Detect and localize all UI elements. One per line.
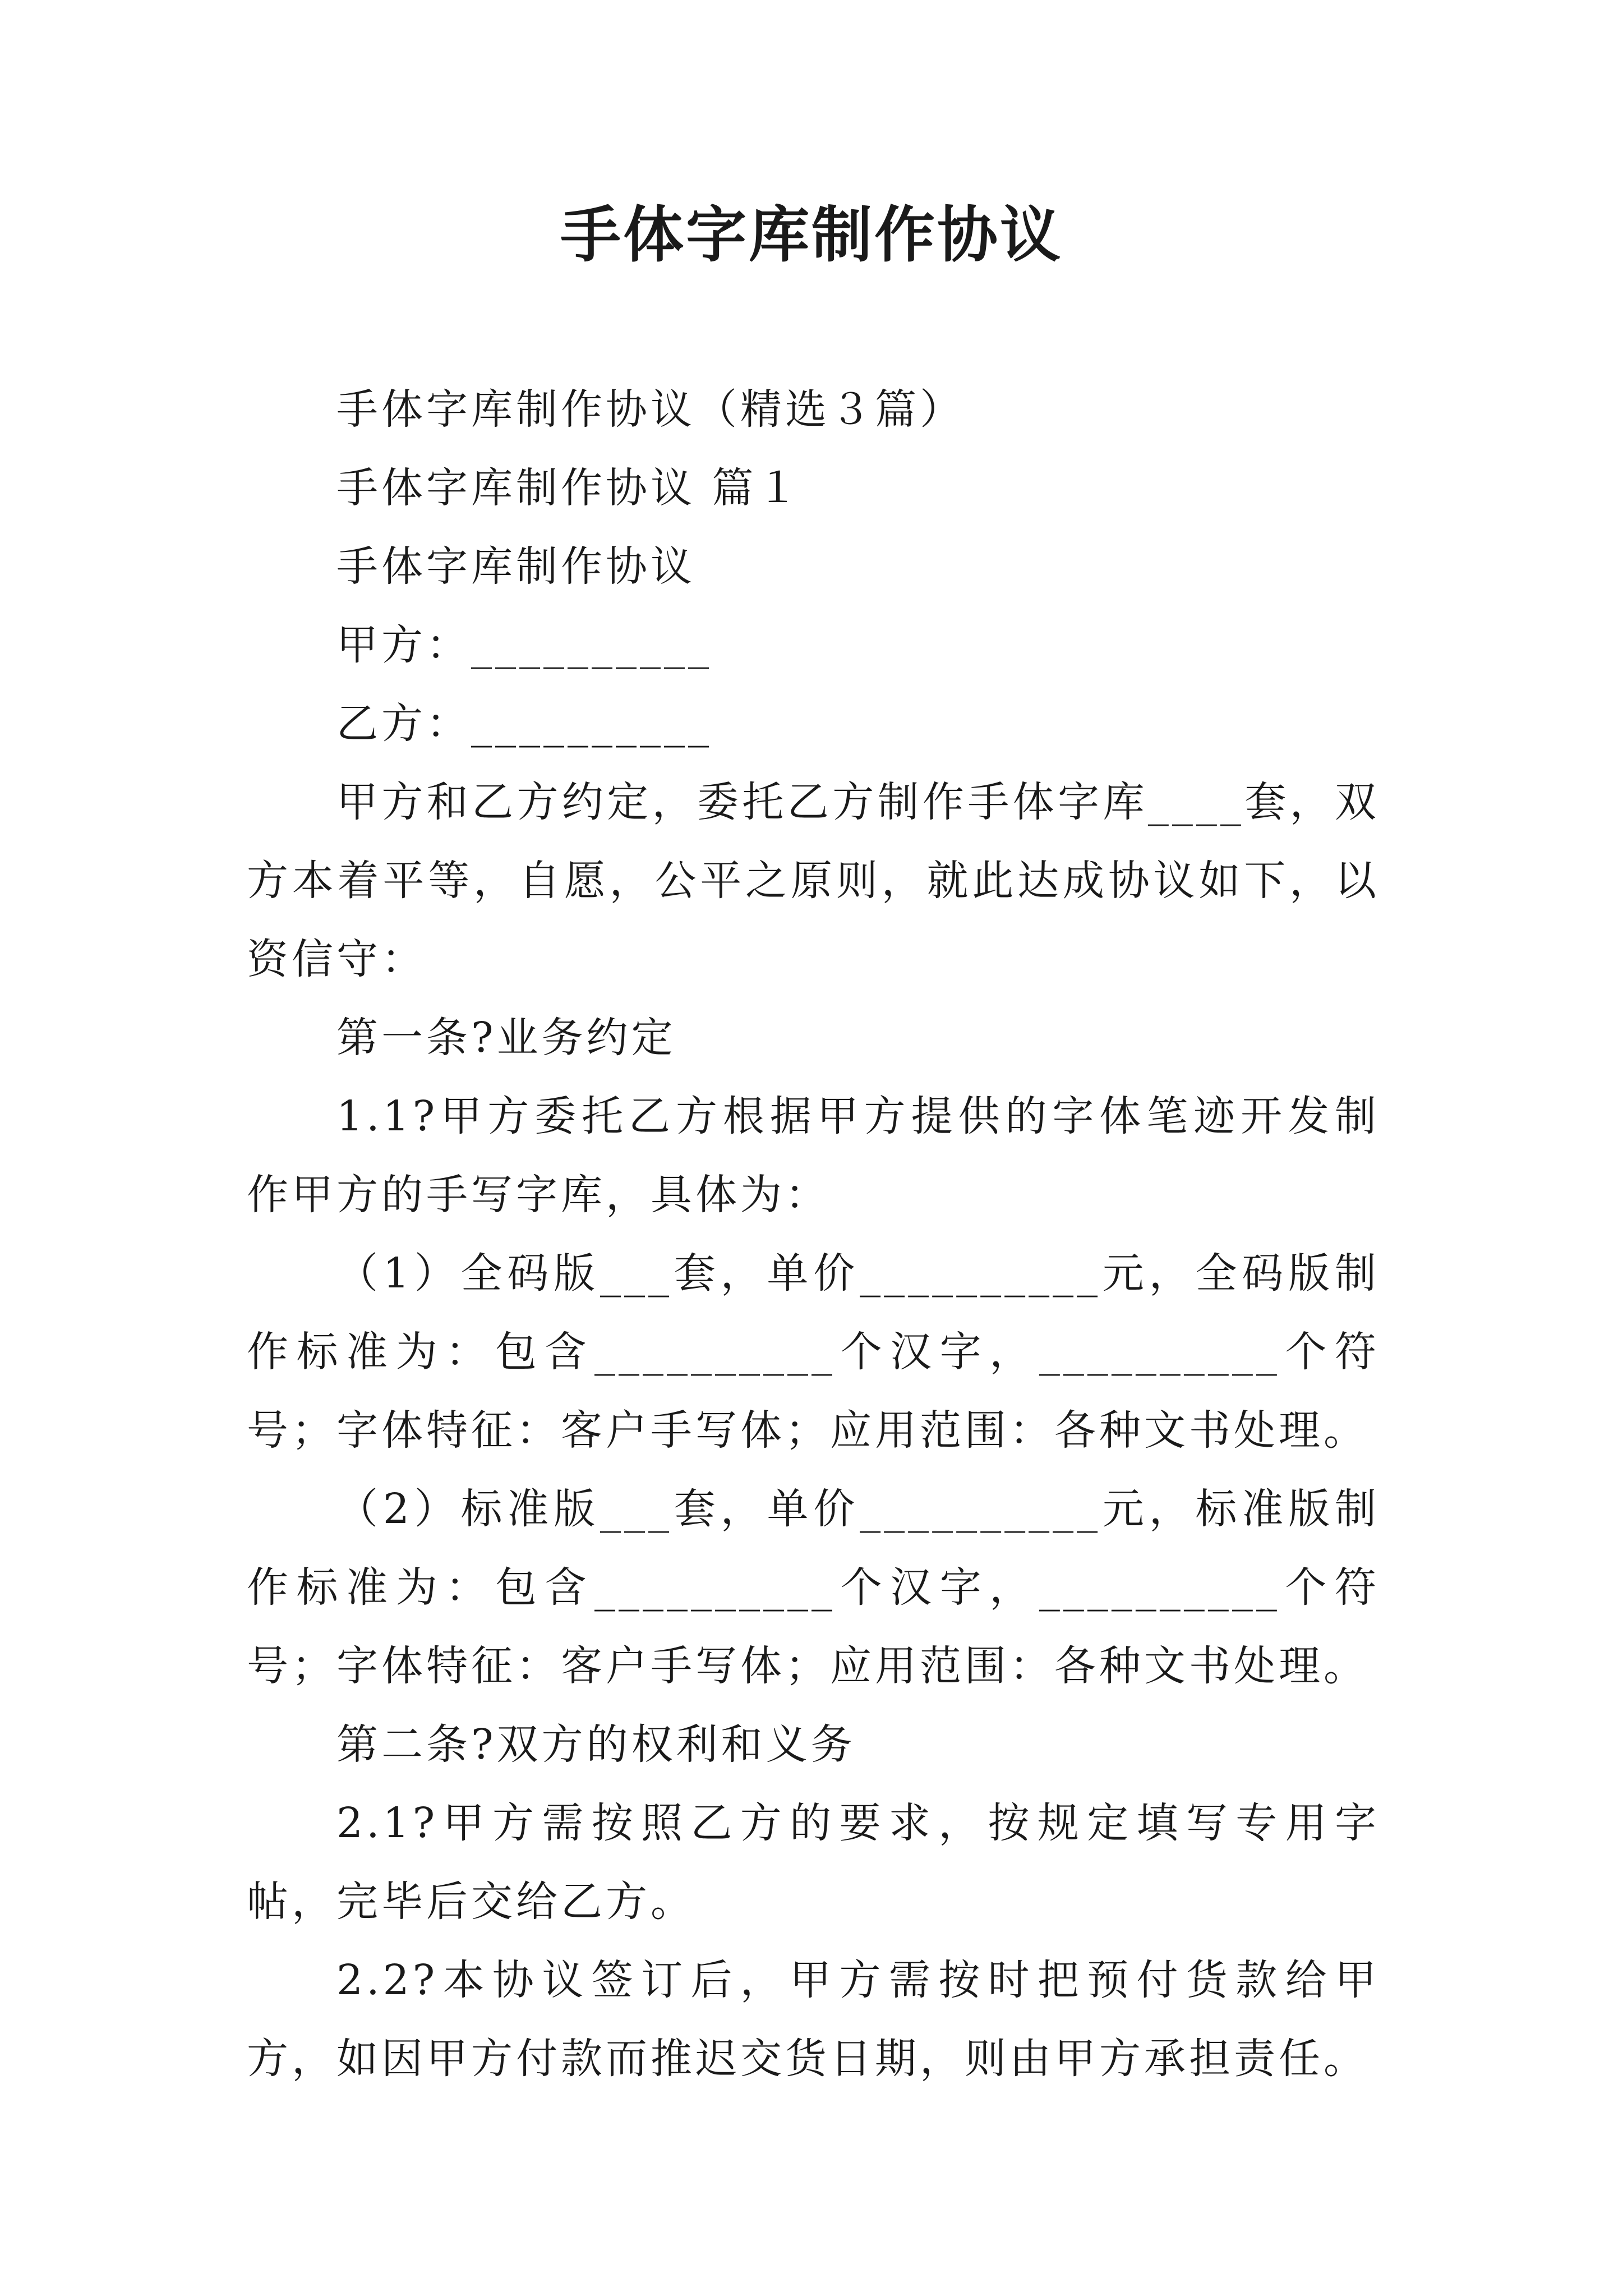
paragraph-agreement-name: 手体字库制作协议 bbox=[336, 542, 695, 591]
paragraph-item-full-version: （1）全码版___套，单价__________元，全码版制作标准为：包含__________个汉字，__________个符号；字体特征：客户手写体；应用范围：各种文书处理。 bbox=[247, 1249, 1380, 1455]
document-body bbox=[247, 370, 1380, 2098]
paragraph-item-standard-version: （2）标准版___套，单价__________元，标准版制作标准为：包含__________个汉字，__________个符号；字体特征：客户手写体；应用范围：各种文书处理。 bbox=[247, 1485, 1380, 1690]
paragraph-article-1-heading: 第一条?业务约定 bbox=[336, 1014, 676, 1062]
paragraph-section-heading: 手体字库制作协议 篇１ bbox=[336, 464, 802, 512]
paragraph-clause-1-1: 1.1?甲方委托乙方根据甲方提供的字体笔迹开发制作甲方的手写字库，具体为： bbox=[247, 1092, 1380, 1219]
paragraph-preamble: 甲方和乙方约定，委托乙方制作手体字库____套，双方本着平等，自愿，公平之原则，就此达成协议如下，以资信守： bbox=[247, 778, 1380, 983]
document-title: 手体字库制作协议 bbox=[560, 200, 1063, 270]
paragraph-clause-2-1: 2.1?甲方需按照乙方的要求，按规定填写专用字帖，完毕后交给乙方。 bbox=[247, 1799, 1380, 1926]
paragraph-article-2-heading: 第二条?双方的权利和义务 bbox=[336, 1720, 856, 1769]
paragraph-party-a: 甲方：__________ bbox=[336, 621, 712, 669]
paragraph-clause-2-2: 2.2?本协议签订后，甲方需按时把预付货款给甲方，如因甲方付款而推迟交货日期，则由甲方承担责任。 bbox=[247, 1956, 1380, 2083]
paragraph-party-b: 乙方：__________ bbox=[336, 700, 712, 748]
paragraph-subtitle: 手体字库制作协议（精选３篇） bbox=[336, 385, 965, 434]
